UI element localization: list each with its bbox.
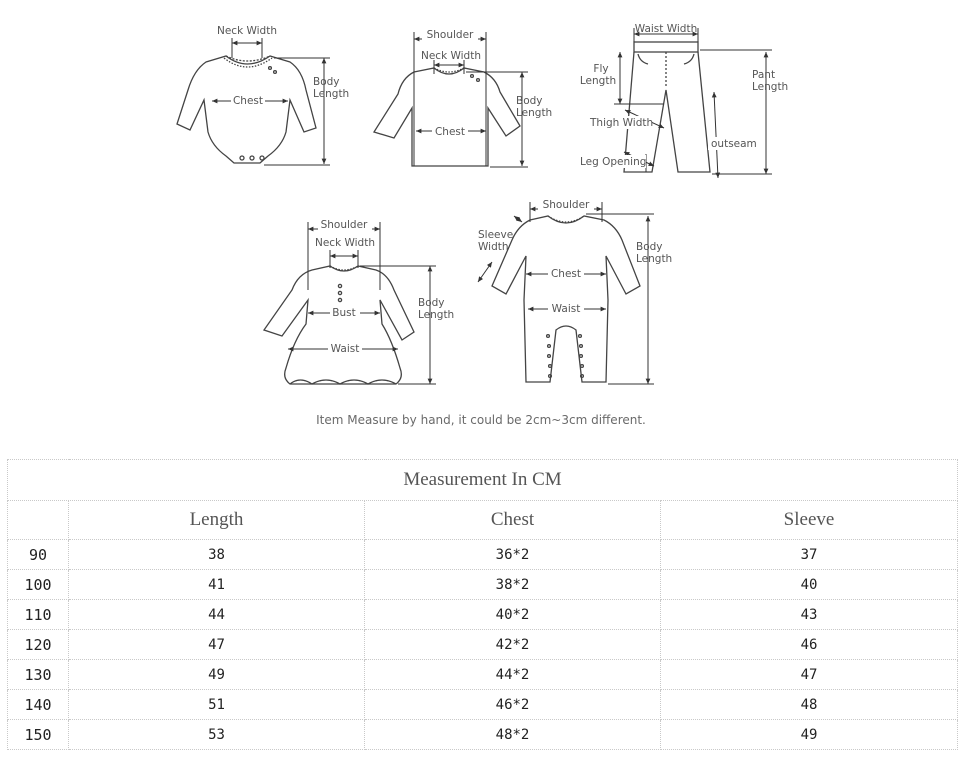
bodysuit-body-length-label: Body <box>313 76 340 88</box>
chest-cell: 48*2 <box>365 720 661 750</box>
chest-cell: 38*2 <box>365 570 661 600</box>
size-chart-table <box>7 459 958 750</box>
length-cell: 44 <box>69 600 365 630</box>
bodysuit-diagram <box>177 56 316 163</box>
size-cell: 140 <box>8 690 69 720</box>
sleeve-cell: 43 <box>661 600 958 630</box>
romper-body-length-label: Body <box>636 241 663 253</box>
dress-shoulder-label: Shoulder <box>320 219 368 231</box>
length-cell: 53 <box>69 720 365 750</box>
length-cell: 41 <box>69 570 365 600</box>
shirt-neck-width-label: Neck Width <box>420 50 482 62</box>
pants-thigh-width-label: Thigh Width <box>590 117 654 129</box>
pants-fly-length-label: Fly <box>593 63 609 75</box>
dress-neck-width-label: Neck Width <box>314 237 376 249</box>
table-row <box>8 690 958 720</box>
size-cell: 100 <box>8 570 69 600</box>
shirt-chest-label: Chest <box>434 126 466 138</box>
header-chest: Chest <box>365 501 661 540</box>
sleeve-cell: 48 <box>661 690 958 720</box>
shirt-diagram <box>374 68 520 166</box>
bodysuit-body-length-label-2: Length <box>313 88 350 100</box>
size-cell: 130 <box>8 660 69 690</box>
pants-leg-opening-label: Leg Opening <box>580 156 647 168</box>
shirt-body-length-label: Body <box>516 95 543 107</box>
romper-sleeve-width-label: Sleeve <box>478 229 514 241</box>
chest-cell: 42*2 <box>365 630 661 660</box>
romper-sleeve-width-label-2: Width <box>478 241 509 253</box>
length-cell: 49 <box>69 660 365 690</box>
dress-waist-label: Waist <box>330 343 360 355</box>
table-row <box>8 570 958 600</box>
length-cell: 51 <box>69 690 365 720</box>
size-cell: 150 <box>8 720 69 750</box>
pants-pant-length-label: Pant <box>752 69 776 81</box>
shirt-shoulder-label: Shoulder <box>426 29 474 41</box>
dress-body-length-label-2: Length <box>418 309 455 321</box>
size-cell: 90 <box>8 540 69 570</box>
romper-shoulder-label: Shoulder <box>542 199 590 211</box>
chest-cell: 46*2 <box>365 690 661 720</box>
dress-body-length-label: Body <box>418 297 445 309</box>
header-size <box>8 501 69 540</box>
sleeve-cell: 47 <box>661 660 958 690</box>
chest-cell: 36*2 <box>365 540 661 570</box>
pants-diagram <box>624 42 710 172</box>
size-cell: 110 <box>8 600 69 630</box>
romper-diagram <box>492 216 640 382</box>
table-row <box>8 600 958 630</box>
chest-cell: 44*2 <box>365 660 661 690</box>
dress-bust-label: Bust <box>332 307 356 319</box>
sleeve-cell: 46 <box>661 630 958 660</box>
romper-chest-label: Chest <box>550 268 582 280</box>
pants-waist-width-label: Waist Width <box>634 23 698 35</box>
bodysuit-chest-label: Chest <box>232 95 264 107</box>
header-sleeve: Sleeve <box>661 501 958 540</box>
table-row <box>8 540 958 570</box>
length-cell: 47 <box>69 630 365 660</box>
romper-waist-label: Waist <box>551 303 581 315</box>
dress-diagram <box>264 266 414 384</box>
pants-pant-length-label-2: Length <box>752 81 789 93</box>
table-title: Measurement In CM <box>8 460 958 501</box>
header-length: Length <box>69 501 365 540</box>
pants-fly-length-label-2: Length <box>579 75 617 87</box>
length-cell: 38 <box>69 540 365 570</box>
table-header-row <box>8 501 958 540</box>
chest-cell: 40*2 <box>365 600 661 630</box>
romper-body-length-label-2: Length <box>636 253 673 265</box>
measurement-note: Item Measure by hand, it could be 2cm~3cm different. <box>316 413 646 427</box>
table-row <box>8 630 958 660</box>
size-cell: 120 <box>8 630 69 660</box>
shirt-body-length-label-2: Length <box>516 107 553 119</box>
pants-outseam-label: outseam <box>711 138 757 150</box>
table-row <box>8 660 958 690</box>
table-row <box>8 720 958 750</box>
table-title-row <box>8 460 958 501</box>
bodysuit-neck-width-label: Neck Width <box>216 25 278 37</box>
sleeve-cell: 37 <box>661 540 958 570</box>
sleeve-cell: 40 <box>661 570 958 600</box>
sleeve-cell: 49 <box>661 720 958 750</box>
